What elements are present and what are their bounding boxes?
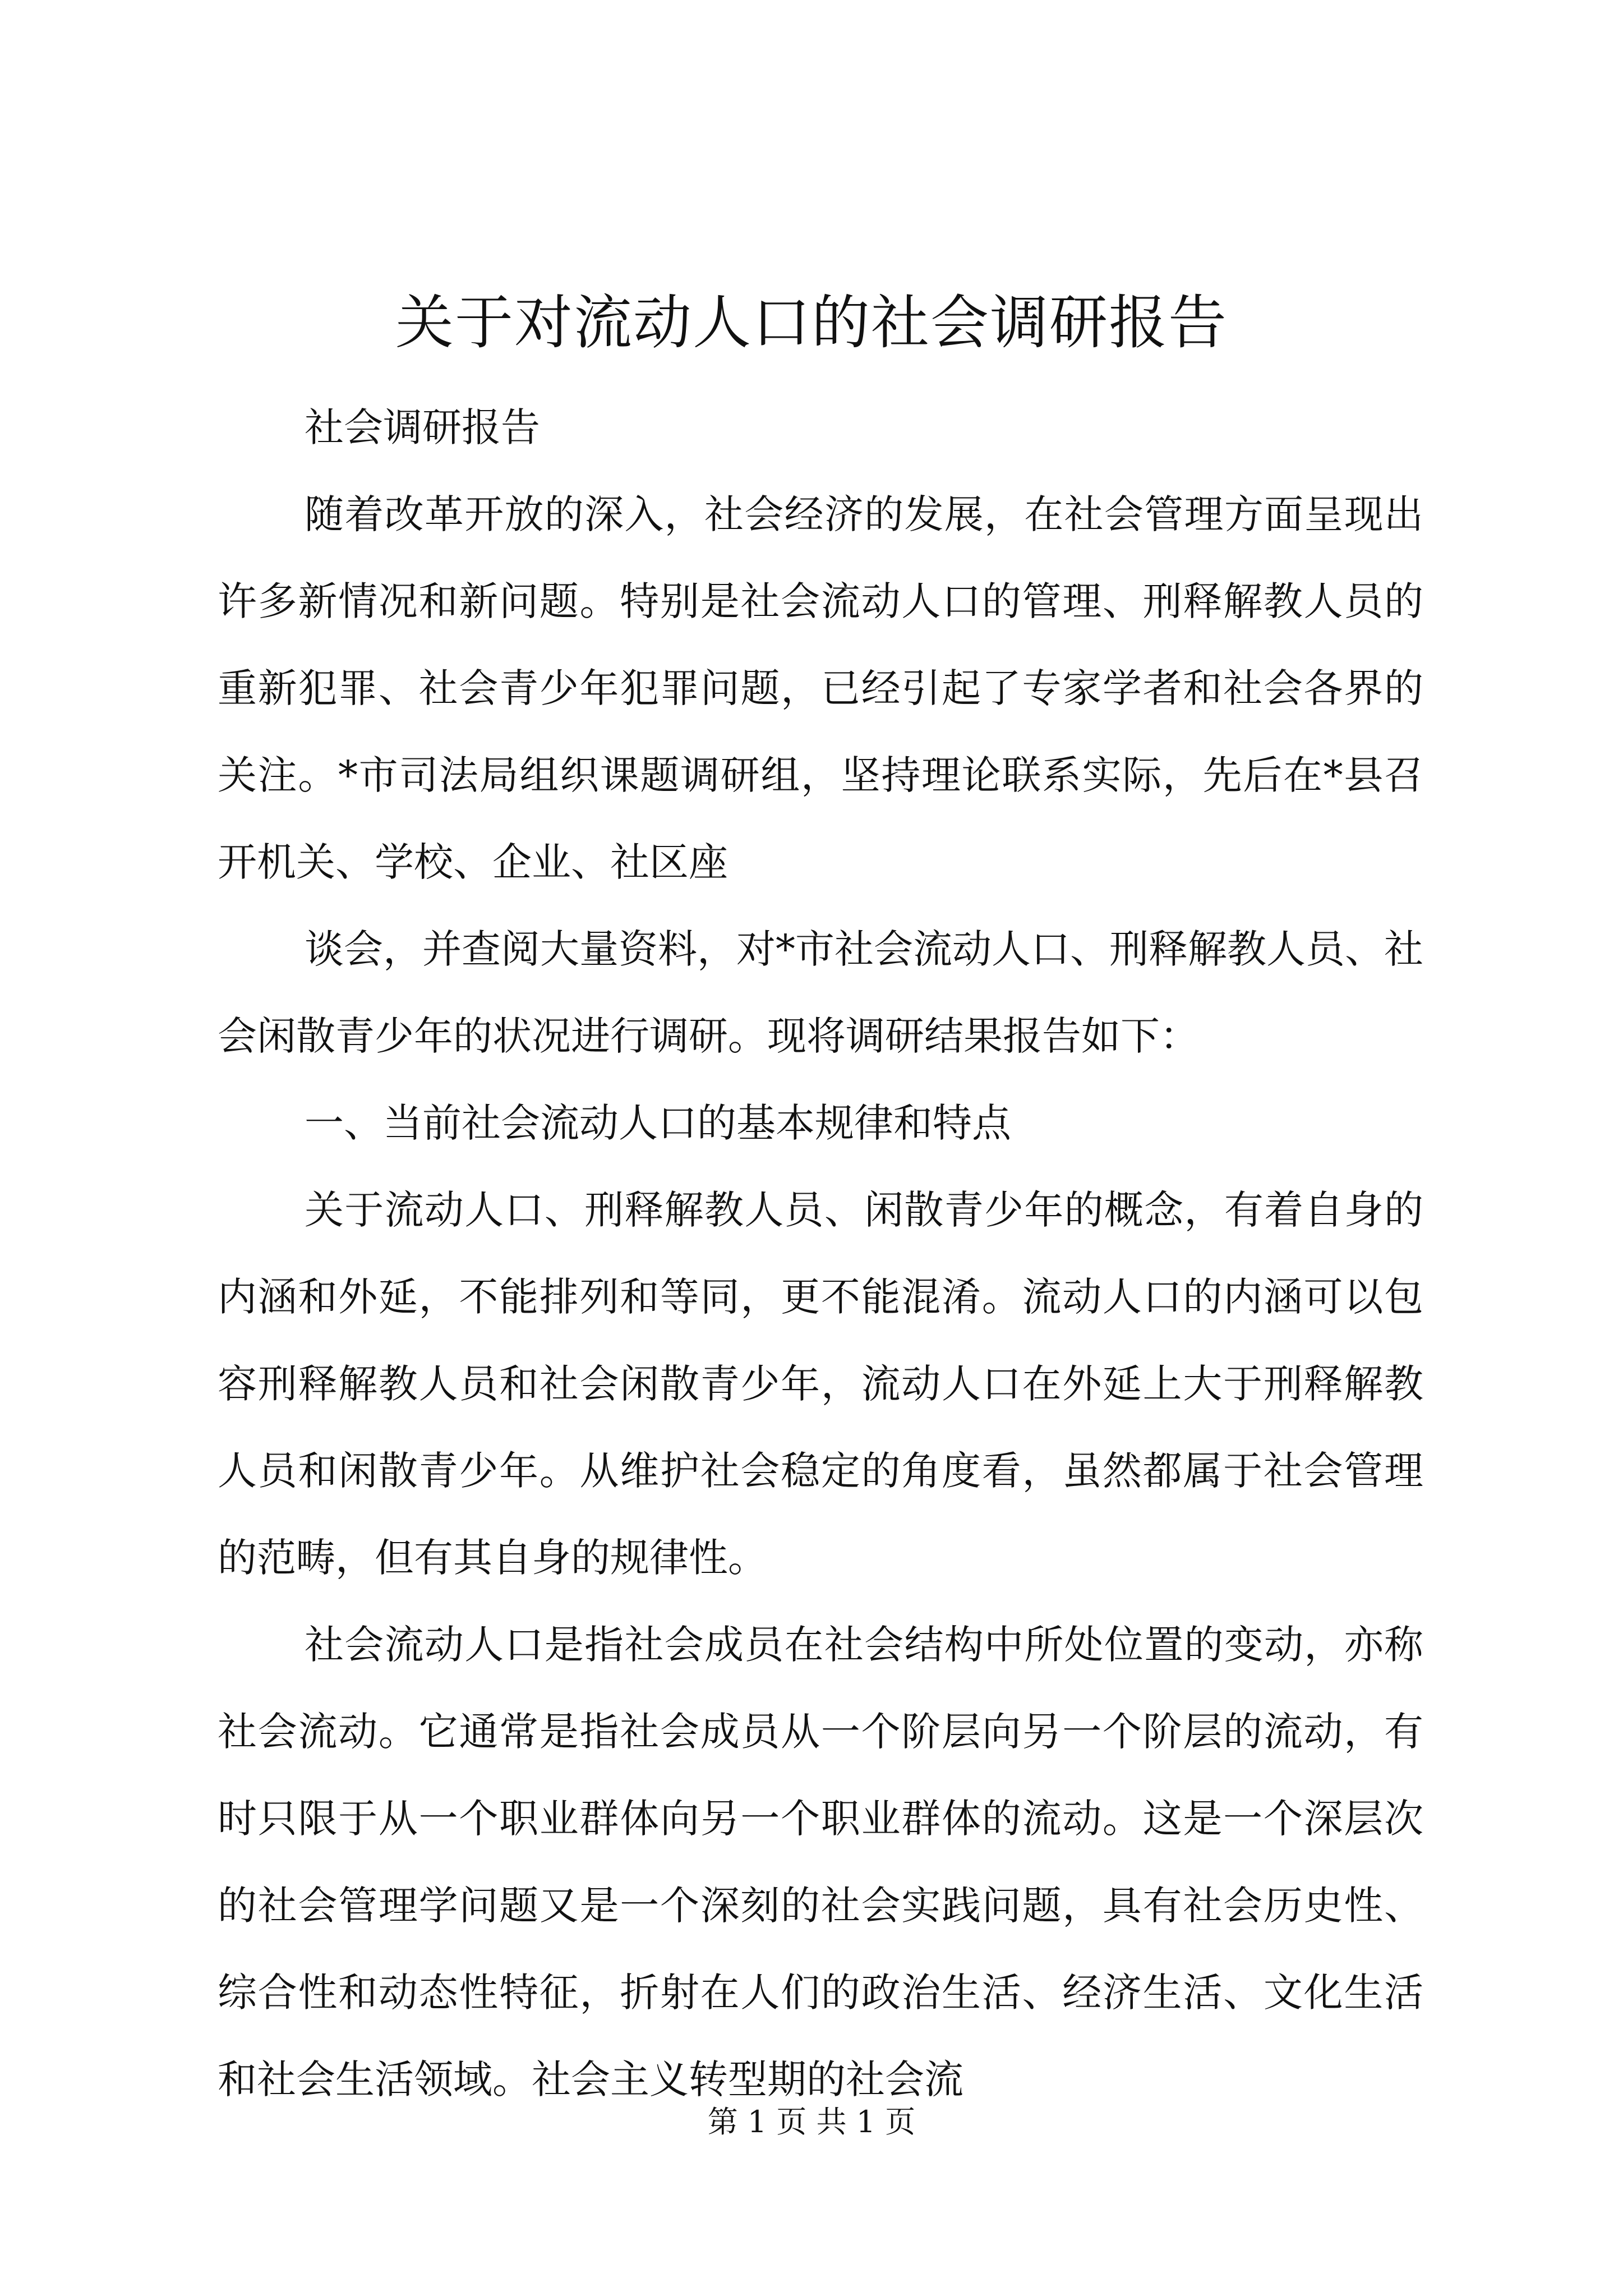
paragraph-intro: 随着改革开放的深入，社会经济的发展，在社会管理方面呈现出许多新情况和新问题。特别是社会流动人口的管理、刑释解教人员的重新犯罪、社会青少年犯罪问题，已经引起了专家学者和社会各界的关注。*市司法局组织课题调研组，坚持理论联系实际，先后在*县召开机关、学校、企业、社区座	[218, 491, 1423, 885]
paragraph-concepts: 关于流动人口、刑释解教人员、闲散青少年的概念，有着自身的内涵和外延，不能排列和等同，更不能混淆。流动人口的内涵可以包容刑释解教人员和社会闲散青少年，流动人口在外延上大于刑释解教人员和闲散青少年。从维护社会稳定的角度看，虽然都属于社会管理的范畴，但有其自身的规律性。	[218, 1187, 1423, 1581]
page-footer: 第 1 页 共 1 页	[707, 2104, 916, 2139]
paragraph-definition: 社会流动人口是指社会成员在社会结构中所处位置的变动，亦称社会流动。它通常是指社会成员从一个阶层向另一个阶层的流动，有时只限于从一个职业群体向另一个职业群体的流动。这是一个深层次的社会管理学问题又是一个深刻的社会实践问题，具有社会历史性、综合性和动态性特征，折射在人们的政治生活、经济生活、文化生活和社会生活领域。社会主义转型期的社会流	[218, 1622, 1423, 2102]
section-heading-1: 一、当前社会流动人口的基本规律和特点	[305, 1100, 1011, 1146]
document-body	[218, 384, 1423, 2123]
paragraph-intro-continued: 谈会，并查阅大量资料，对*市社会流动人口、刑释解教人员、社会闲散青少年的状况进行调研。现将调研结果报告如下：	[218, 926, 1423, 1059]
paragraph-subtitle: 社会调研报告	[305, 404, 540, 450]
document-title: 关于对流动人口的社会调研报告	[395, 288, 1228, 357]
